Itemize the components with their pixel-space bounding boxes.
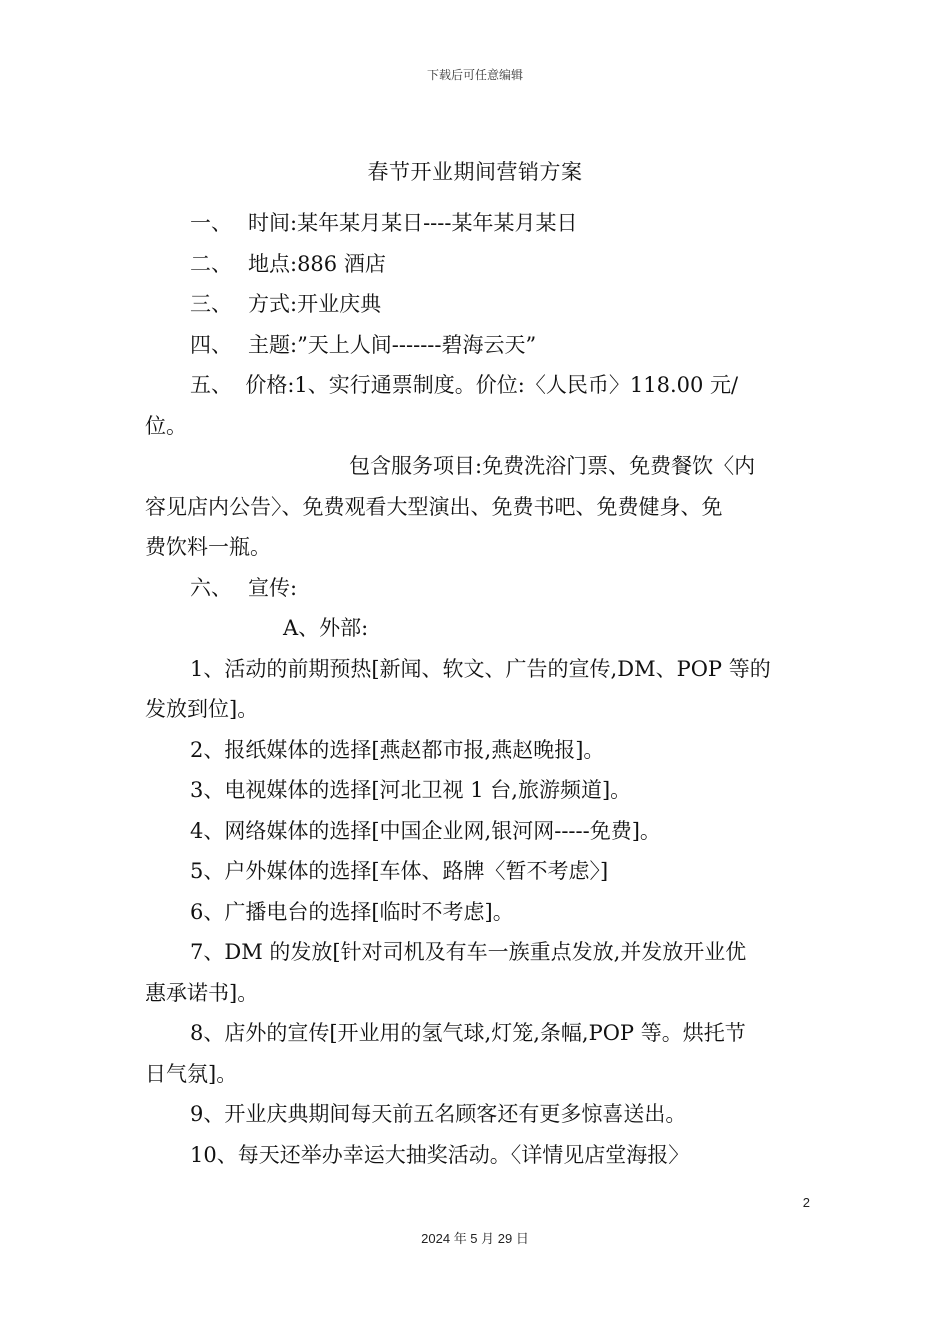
item-number: 三、 — [190, 292, 232, 316]
item-number: 六、 — [190, 575, 232, 600]
package-line-end: 费饮料一瓶。 — [145, 535, 271, 559]
list-item: 7、DM 的发放[针对司机及有车一族重点发放,并发放开业优 — [190, 940, 747, 964]
package-line-cont: 容见店内公告〉、免费观看大型演出、免费书吧、免费健身、免 — [145, 494, 723, 519]
item-text: 地点:886 酒店 — [248, 251, 386, 276]
list-item: 3、电视媒体的选择[河北卫视 1 台,旅游频道]。 — [190, 778, 632, 802]
item-method — [145, 284, 810, 325]
document-title: 春节开业期间营销方案 — [367, 160, 583, 184]
list-item: 1、活动的前期预热[新闻、软文、广告的宣传,DM、POP 等的 — [190, 656, 771, 681]
item-location — [145, 244, 810, 285]
footer-date: 2024 年 5 月 29 日 — [421, 1231, 529, 1246]
list-item: 5、户外媒体的选择[车体、路牌〈暂不考虑〉] — [190, 859, 609, 883]
page-number: 2 — [802, 1195, 810, 1210]
package-line: 包含服务项目:免费洗浴门票、免费餐饮〈内 — [349, 454, 756, 478]
list-item: 9、开业庆典期间每天前五名顾客还有更多惊喜送出。 — [190, 1102, 687, 1126]
item-time — [145, 203, 810, 244]
item-text: 时间:某年某月某日----某年某月某日 — [248, 211, 578, 235]
list-item: 10、每天还举办幸运大抽奖活动。〈详情见店堂海报〉 — [190, 1142, 690, 1167]
list-item: 6、广播电台的选择[临时不考虑]。 — [190, 899, 514, 924]
list-item-cont: 日气氛]。 — [145, 1061, 238, 1086]
list-item: 2、报纸媒体的选择[燕赵都市报,燕赵晚报]。 — [190, 737, 605, 762]
list-item-cont: 发放到位]。 — [145, 697, 259, 721]
list-item: 8、店外的宣传[开业用的氢气球,灯笼,条幅,POP 等。烘托节 — [190, 1021, 746, 1045]
item-theme — [145, 325, 810, 366]
item-number: 一、 — [190, 211, 232, 235]
document-body — [145, 203, 810, 1175]
header-note: 下载后可任意编辑 — [426, 68, 523, 82]
list-item: 4、网络媒体的选择[中国企业网,银河网-----免费]。 — [190, 818, 661, 843]
external-heading: A、外部: — [283, 616, 369, 640]
list-item-cont: 惠承诺书]。 — [145, 980, 259, 1005]
price-line-cont: 位。 — [145, 413, 187, 438]
item-number: 四、 — [190, 332, 232, 357]
item-text: 宣传: — [248, 575, 298, 600]
item-text: 方式:开业庆典 — [248, 292, 382, 316]
item-number: 二、 — [190, 251, 232, 276]
price-line: 五、 价格:1、实行通票制度。价位:〈人民币〉118.00 元/ — [190, 373, 739, 397]
promo-heading — [145, 568, 810, 609]
item-text: 主题:”天上人间-------碧海云天” — [248, 332, 537, 357]
